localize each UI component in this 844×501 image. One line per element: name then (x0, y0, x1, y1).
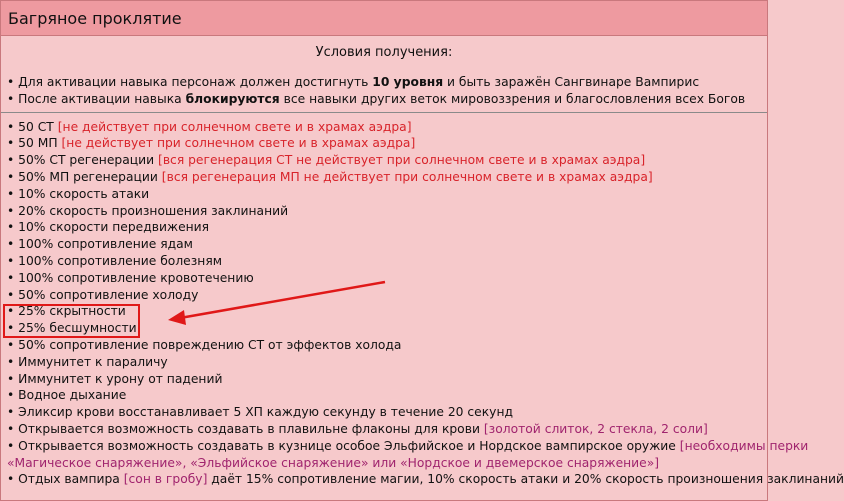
stat-item: • Иммунитет к урону от падений (7, 371, 223, 386)
extra-note: [сон в гробу] (123, 472, 208, 487)
stat-item: • 100% сопротивление болезням (7, 253, 222, 268)
stat-note: [вся регенерация СТ не действует при солнечном свете и в храмах аэдра] (158, 153, 646, 168)
condition-bold: блокируются (185, 91, 280, 106)
condition-bold: 10 уровня (372, 75, 444, 89)
condition-text: все навыки других веток мировоззрения и благословления всех Богов (279, 91, 746, 106)
stat-note: [не действует при солнечном свете и в храмах аэдра] (57, 119, 412, 134)
stat-item: • Эликсир крови восстанавливает 5 ХП каждую секунду в течение 20 секунд (7, 405, 513, 420)
conditions-heading: Условия получения: (315, 45, 453, 60)
extra-note: [необходимы перки (679, 438, 809, 453)
stat-item: • 50% МП регенерации [вся регенерация МП не действует при солнечном свете и в храмах аэдра] (7, 169, 653, 184)
extra-note: [золотой слиток, 2 стекла, 2 соли] (483, 421, 708, 436)
extra-item-flasks: • Открывается возможность создавать в плавильне флаконы для крови [золотой слиток, 2 стекла, 2 соли] (7, 421, 708, 436)
condition-text: и быть заражён Сангвинаре Вампирис (443, 75, 700, 89)
stat-item: • 100% сопротивление кровотечению (7, 270, 254, 285)
stat-item: • 50% сопротивление повреждению СТ от эффектов холода (7, 337, 402, 352)
stat-item: • 50% сопротивление холоду (7, 287, 199, 302)
extra-item-weapons: • Открывается возможность создавать в кузнице особое Эльфийское и Нордское вампирское оружие [необходимы перки (7, 438, 809, 453)
stat-item: • 100% сопротивление ядам (7, 237, 193, 252)
stat-item: • Иммунитет к параличу (7, 354, 168, 369)
stat-note: [вся регенерация МП не действует при солнечном свете и в храмах аэдра] (161, 169, 653, 184)
extra-note: «Магическое снаряжение», «Эльфийское снаряжение» или «Нордское и двемерское снаряжение»] (7, 455, 660, 470)
stat-item: • Водное дыхание (7, 388, 127, 403)
stat-item: • 50 СТ [не действует при солнечном свете и в храмах аэдра] (7, 119, 412, 134)
condition-text: • После активации навыка (7, 91, 186, 106)
stat-item: • 50% СТ регенерации [вся регенерация СТ не действует при солнечном свете и в храмах аэдра] (7, 153, 646, 168)
stat-item: • 10% скорости передвижения (7, 220, 210, 235)
extra-item-rest: • Отдых вампира [сон в гробу] даёт 15% сопротивление магии, 10% скорость атаки и 20% скорость произношения заклинаний (7, 472, 844, 487)
stat-item-silence: • 25% бесшумности (7, 321, 137, 336)
skill-title: Багряное проклятие (8, 8, 182, 28)
stat-item: • 20% скорость произношения заклинаний (7, 203, 289, 218)
stat-note: [не действует при солнечном свете и в храмах аэдра] (61, 136, 416, 151)
stat-item: • 10% скорость атаки (7, 186, 150, 201)
condition-text: • Для активации навыка персонаж должен достигнуть (7, 75, 373, 89)
stat-item: • 50 МП [не действует при солнечном свете и в храмах аэдра] (7, 136, 416, 151)
stat-item-stealth: • 25% скрытности (7, 304, 126, 319)
